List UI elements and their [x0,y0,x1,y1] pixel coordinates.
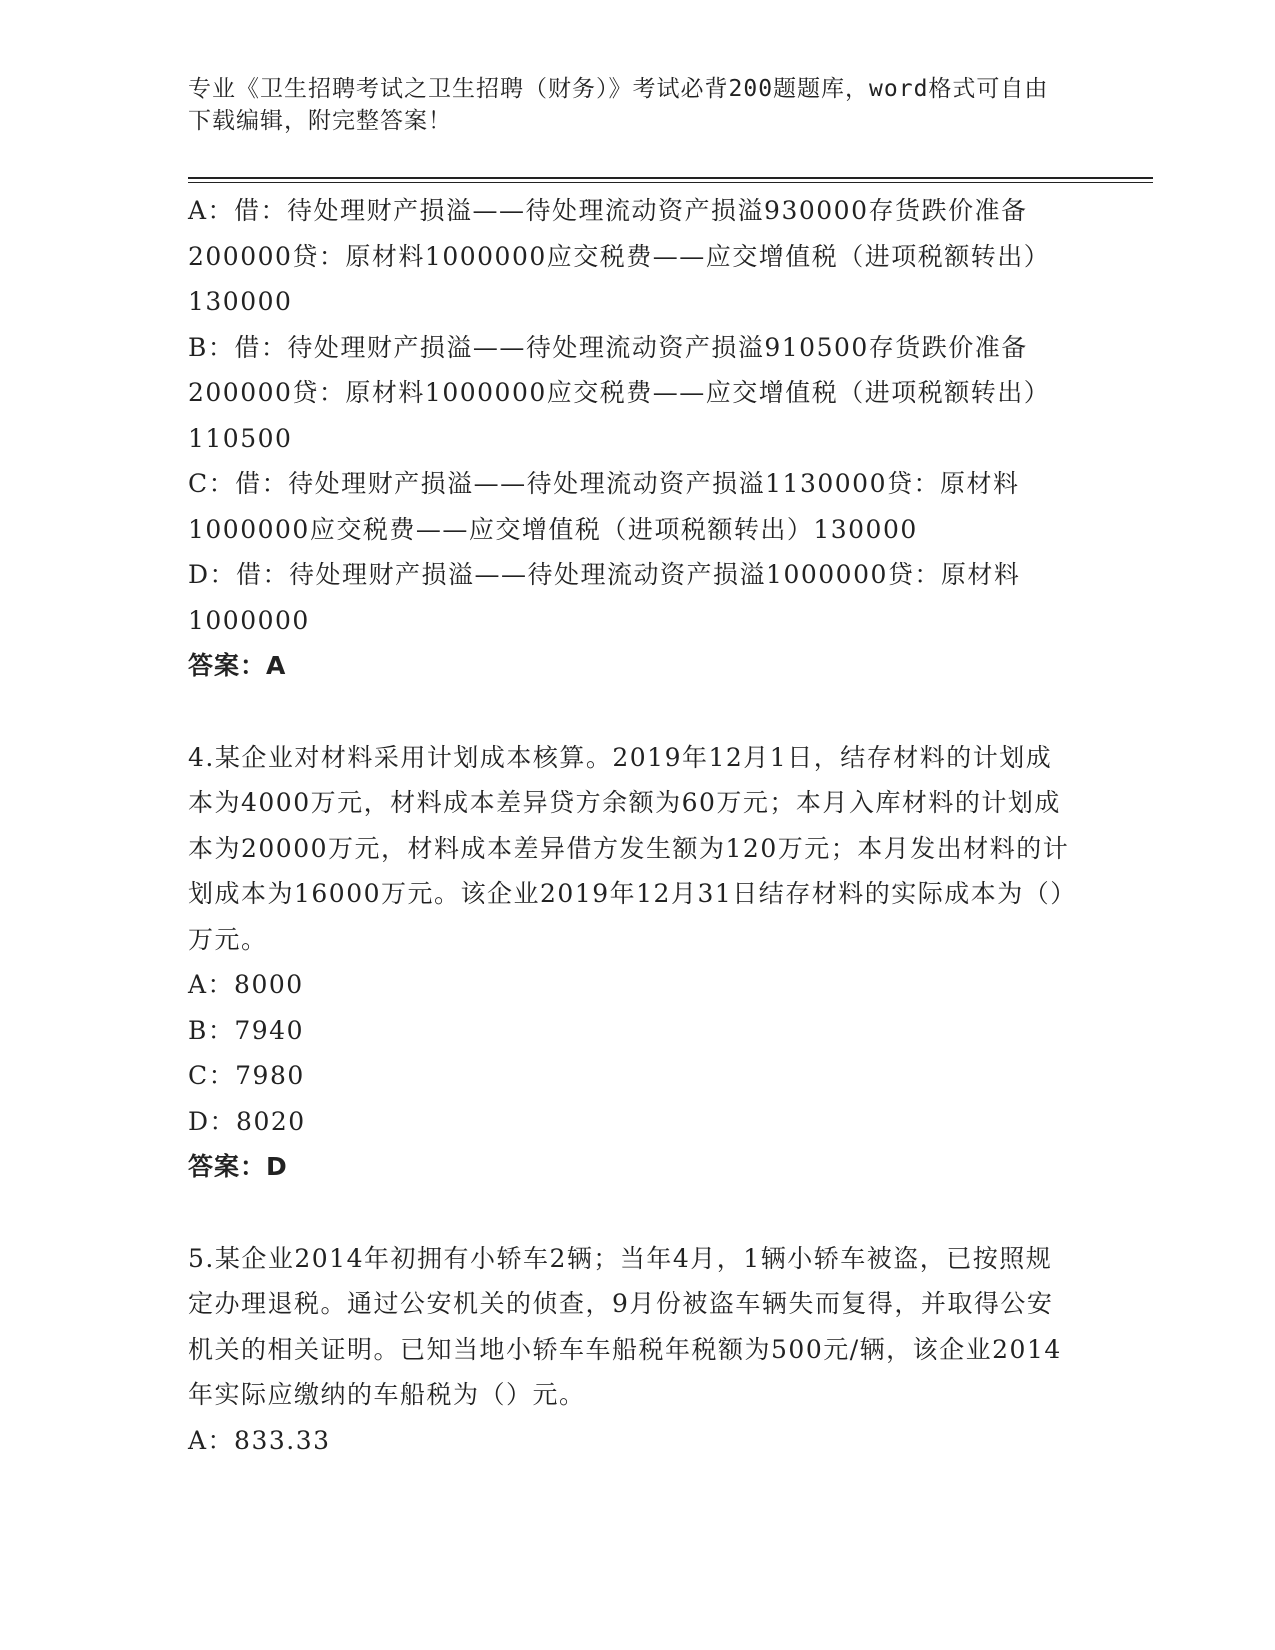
header-rule-thin [188,182,1153,183]
option-a: A：833.33 [188,1425,331,1455]
option-a: A：借：待处理财产损溢——待处理流动资产损溢930000存货跌价准备200000贷：原材料1000000应交税费——应交增值税（进项税额转出）130000 [188,196,1051,316]
question-spacer [188,1190,1078,1236]
option-b: B：7940 [188,1015,304,1045]
document-header: 专业《卫生招聘考试之卫生招聘（财务）》考试必背200题题库，word格式可自由下载编辑，附完整答案！ [188,76,1049,134]
question-content [188,188,1078,1463]
option-c: C：借：待处理财产损溢——待处理流动资产损溢1130000贷：原材料1000000应交税费——应交增值税（进项税额转出）130000 [188,469,1020,544]
header-rule-thick [188,177,1153,179]
question-3-block [188,188,1078,689]
option-b: B：借：待处理财产损溢——待处理流动资产损溢910500存货跌价准备200000贷：原材料1000000应交税费——应交增值税（进项税额转出）110500 [188,332,1051,453]
answer-line: 答案：A [188,651,287,680]
question-5-block [188,1236,1078,1464]
option-d: D：8020 [188,1106,306,1136]
question-spacer [188,689,1078,735]
question-stem: 4.某企业对材料采用计划成本核算。2019年12月1日，结存材料的计划成本为4000万元，材料成本差异贷方余额为60万元；本月入库材料的计划成本为20000万元，材料成本差异借方发生额为120万元；本月发出材料的计划成本为16000万元。该企业2019年12月31日结存材料的实际成本为（）万元。 [188,742,1077,954]
question-4-block [188,735,1078,1190]
answer-line: 答案：D [188,1152,288,1181]
question-stem: 5.某企业2014年初拥有小轿车2辆；当年4月，1辆小轿车被盗，已按照规定办理退税。通过公安机关的侦查，9月份被盗车辆失而复得，并取得公安机关的相关证明。已知当地小轿车车船税年税额为500元/辆，该企业2014年实际应缴纳的车船税为（）元。 [188,1243,1062,1409]
option-a: A：8000 [188,970,304,999]
option-c: C：7980 [188,1061,305,1090]
option-d: D：借：待处理财产损溢——待处理流动资产损溢1000000贷：原材料1000000 [188,560,1021,635]
